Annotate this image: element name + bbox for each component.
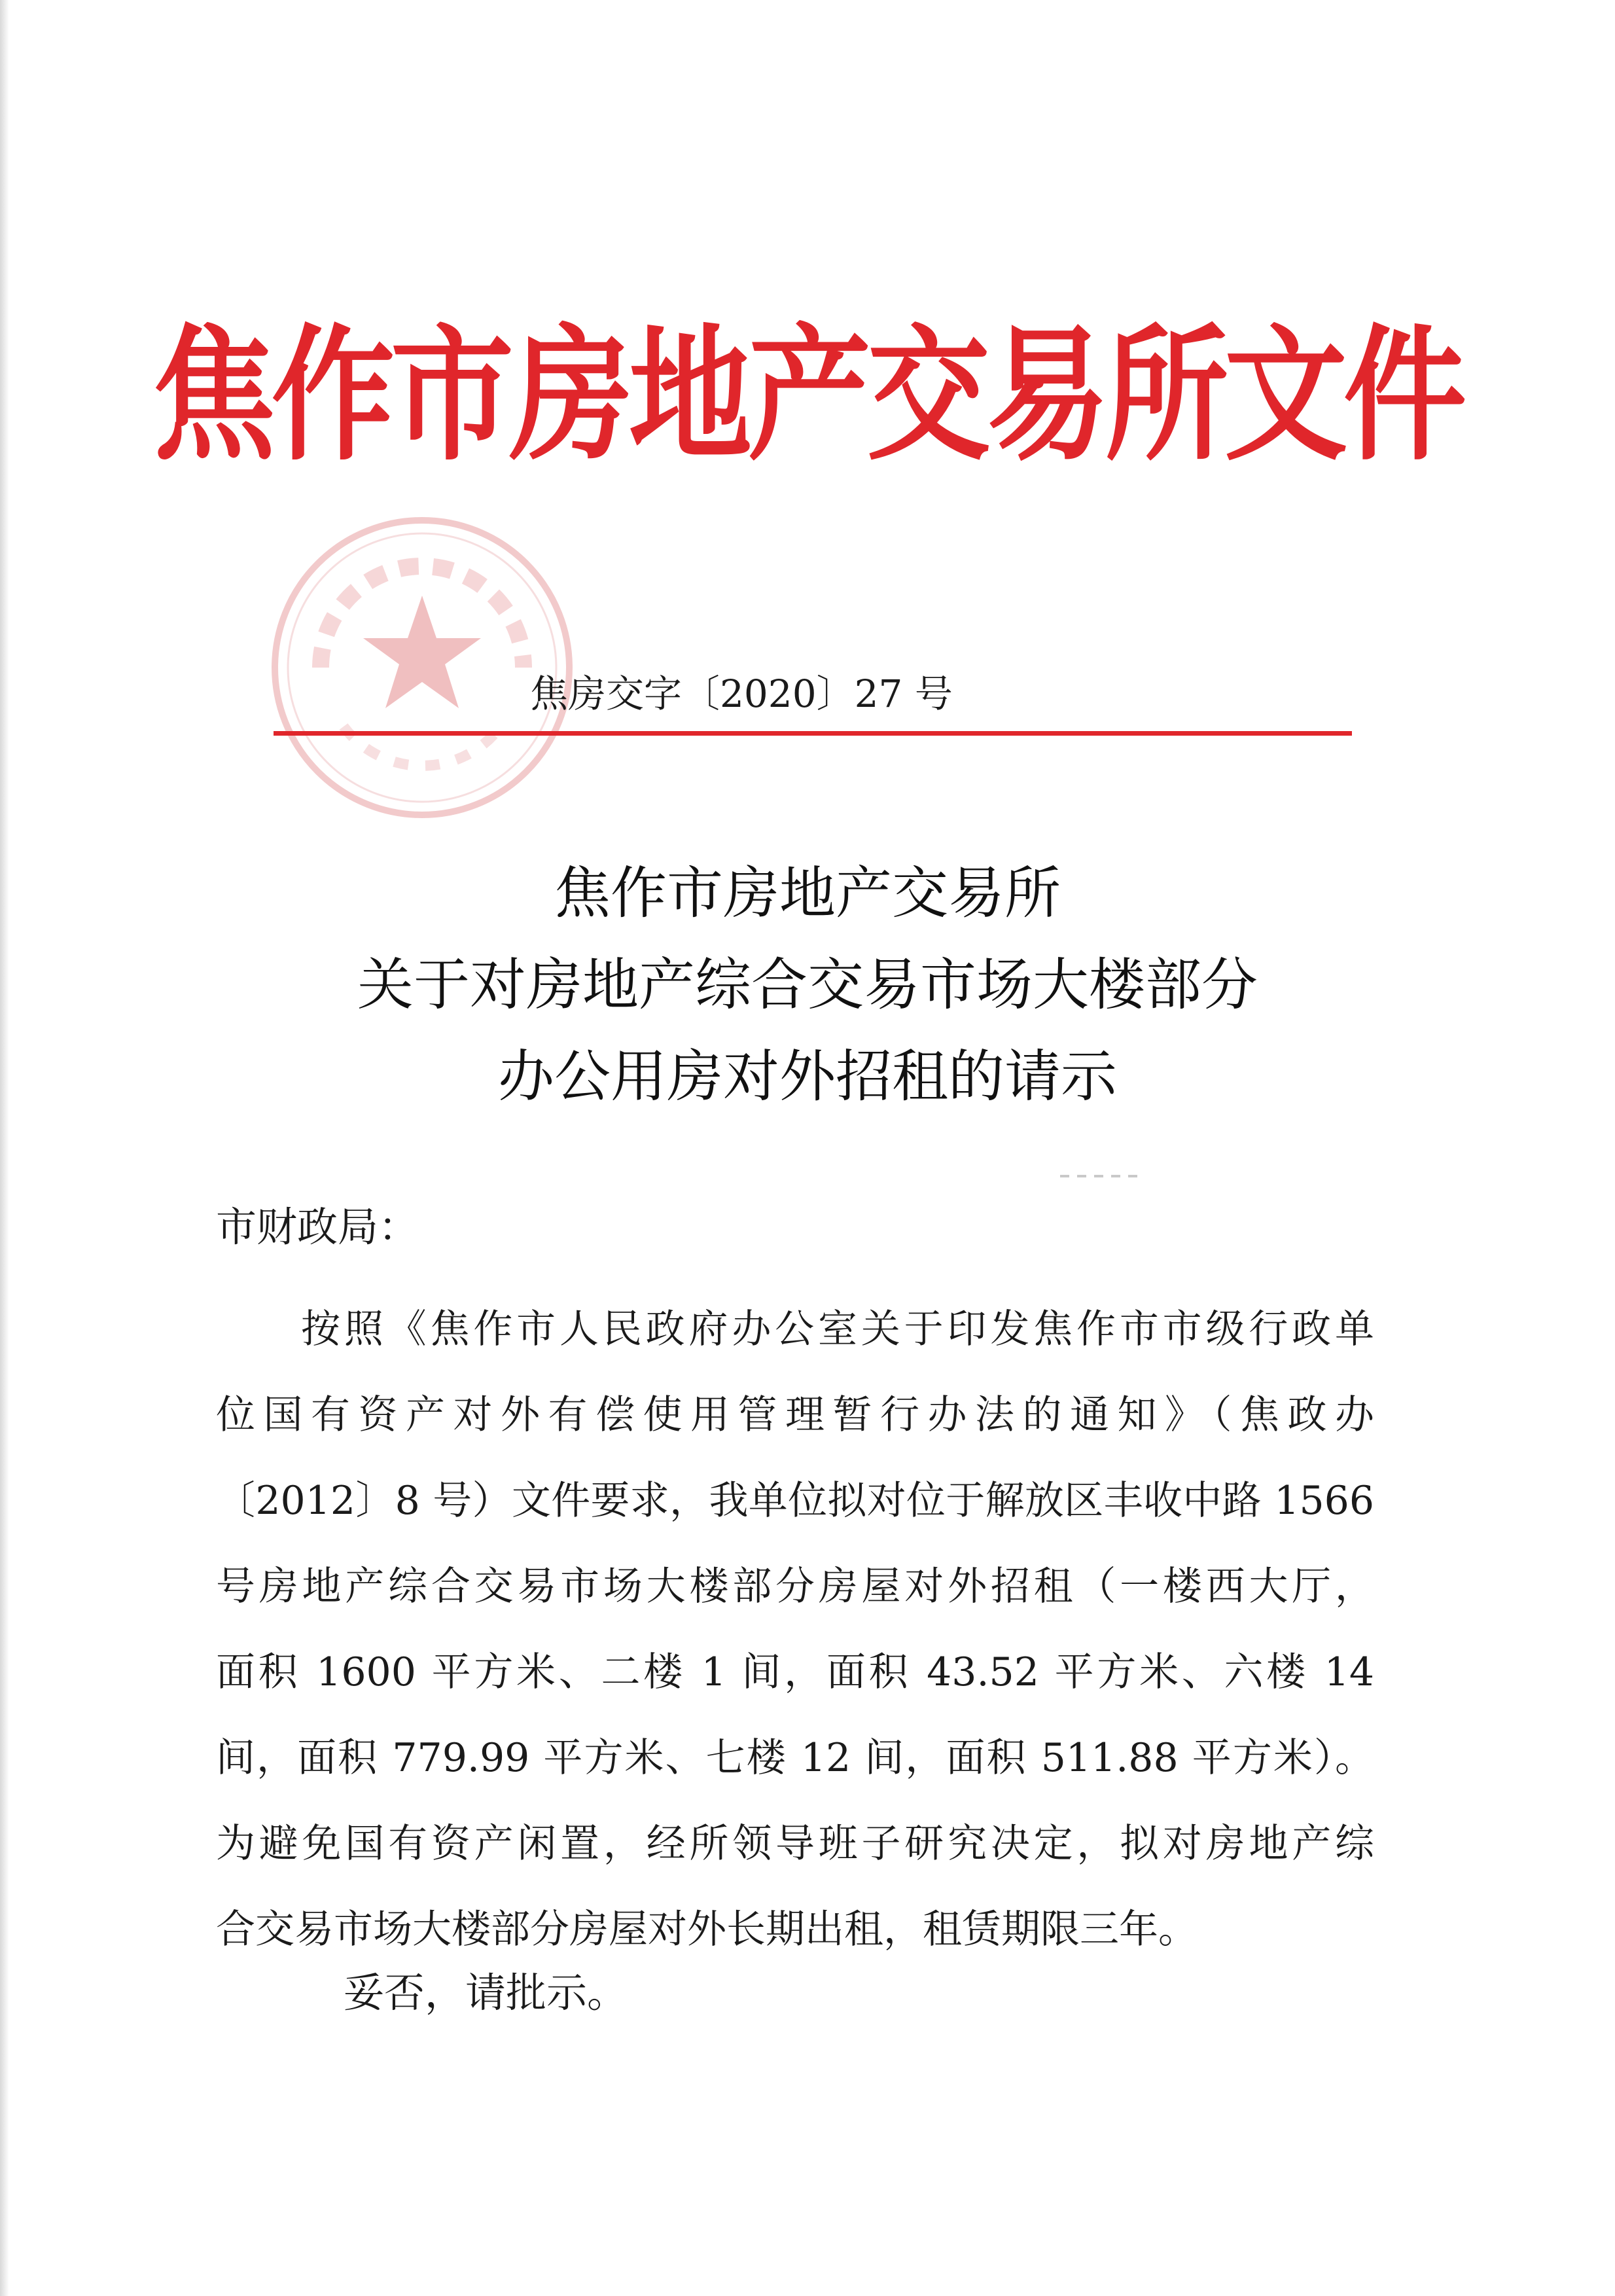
body-line: 面积 1600 平方米、二楼 1 间，面积 43.52 平方米、六楼 14 <box>216 1649 1374 1695</box>
body-paragraph <box>216 1287 1374 1973</box>
title-line-2: 关于对房地产综合交易市场大楼部分 <box>357 952 1258 1018</box>
addressee: 市财政局： <box>216 1203 419 1251</box>
closing-line: 妥否，请批示。 <box>344 1969 628 2017</box>
body-line: 合交易市场大楼部分房屋对外长期出租，租赁期限三年。 <box>216 1907 1198 1952</box>
body-line: 按照《焦作市人民政府办公室关于印发焦作市市级行政单 <box>301 1306 1374 1352</box>
document-title <box>0 848 1615 1122</box>
red-divider-line <box>274 731 1352 736</box>
body-line: 间，面积 779.99 平方米、七楼 12 间，面积 511.88 平方米）。 <box>216 1735 1374 1781</box>
body-line: 为避免国有资产闲置，经所领导班子研究决定，拟对房地产综 <box>216 1821 1374 1867</box>
body-line: 〔2012〕8 号）文件要求，我单位拟对位于解放区丰收中路 1566 <box>216 1478 1374 1524</box>
scan-artifact-mark <box>1060 1175 1139 1177</box>
title-line-1: 焦作市房地产交易所 <box>554 861 1061 926</box>
document-number: 焦房交字〔2020〕27 号 <box>530 672 953 716</box>
body-line: 位国有资产对外有偿使用管理暂行办法的通知》（焦政办 <box>216 1392 1374 1438</box>
title-line-3: 办公用房对外招租的请示 <box>498 1044 1117 1109</box>
body-line: 号房地产综合交易市场大楼部分房屋对外招租（一楼西大厅， <box>216 1564 1374 1609</box>
document-header-title: 焦作市房地产交易所文件 <box>152 311 1463 481</box>
